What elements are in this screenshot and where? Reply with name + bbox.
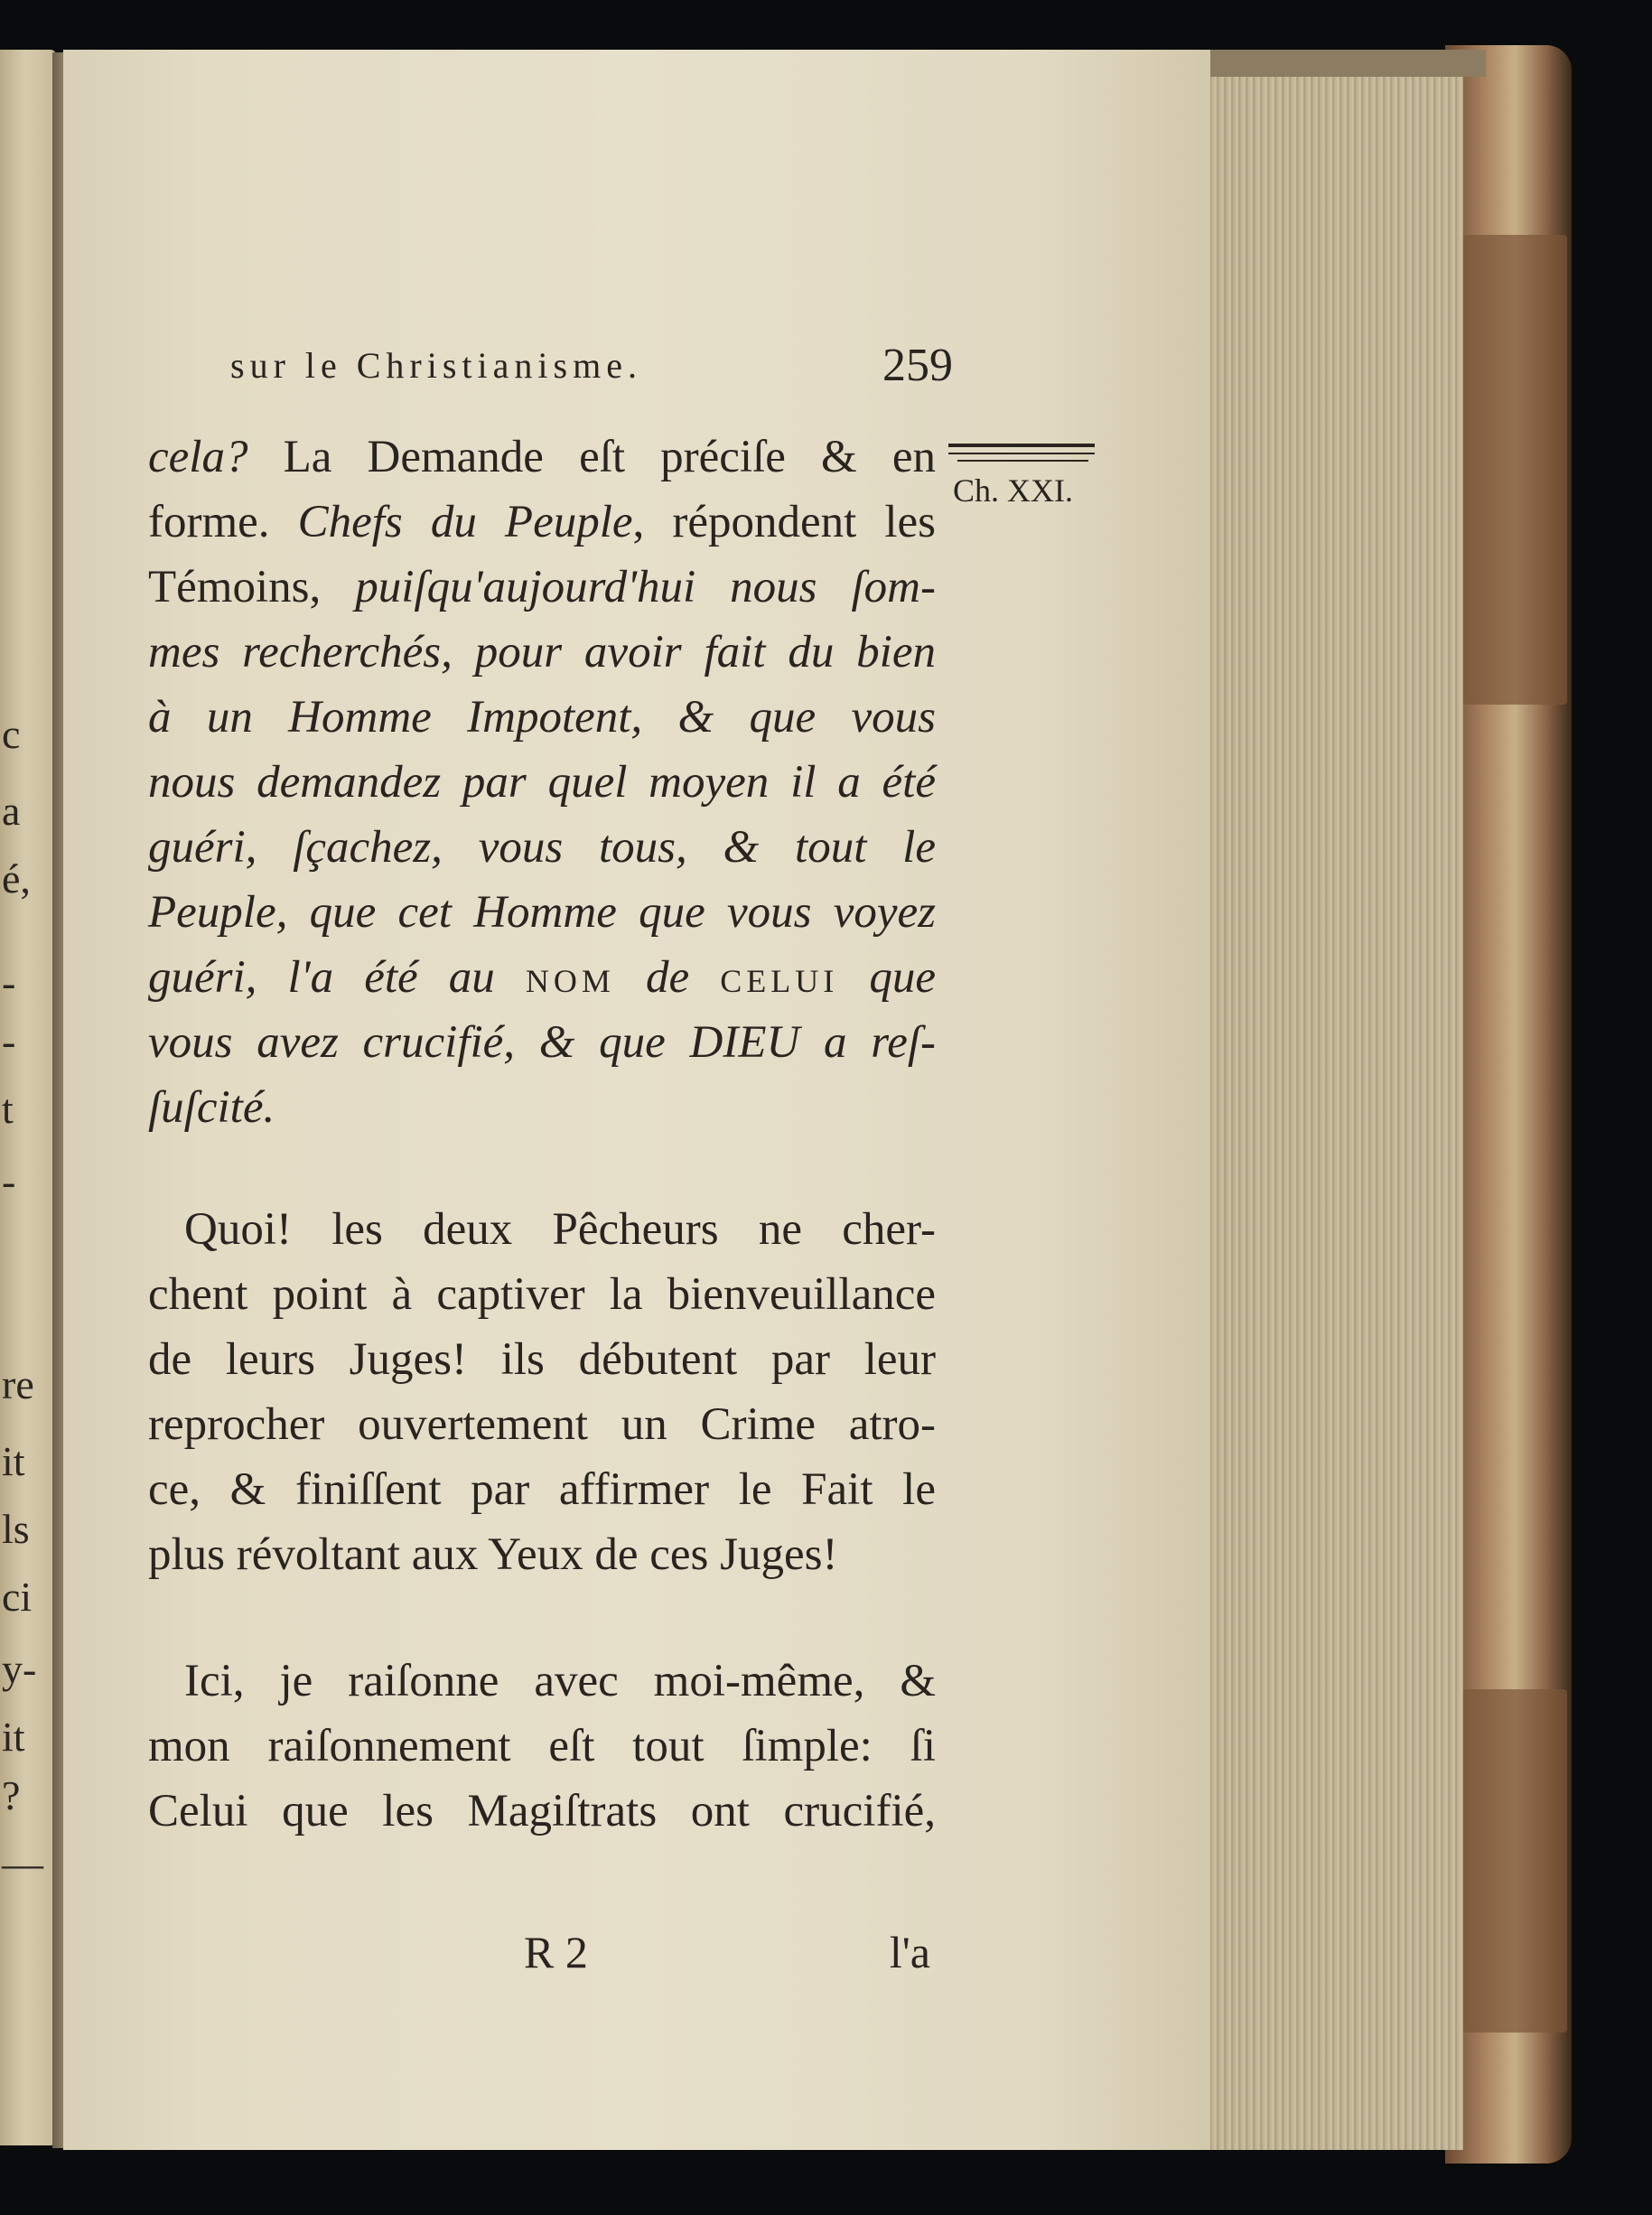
book-page-edges [1206,50,1463,2150]
left-page-fragment: re [2,1361,34,1407]
left-page-fragment: ci [2,1574,33,1620]
left-page-fragment: c [2,711,21,757]
left-page-fragment: - [2,1018,16,1064]
book-page-edges-top [1206,50,1486,77]
text-line: reprocher ouvertement un Crime atro- [148,1399,936,1450]
left-page-fragment: it [2,1438,25,1484]
chapter-side-note: Ch. XXI. [953,472,1073,509]
left-page-fragment: t [2,1086,14,1132]
cover-leather-band [1463,235,1567,705]
side-note-rule [948,444,1095,447]
text-line: Quoi! les deux Pêcheurs ne cher- [184,1204,936,1255]
side-note-rule [957,460,1088,462]
text-line: Celui que les Magiſtrats ont crucifié, [148,1786,936,1836]
text-line: cela? La Demande eſt préciſe & en [148,432,936,482]
left-page-fragment: - [2,1158,16,1204]
left-page-fragment: ? [2,1772,21,1818]
text-line: chent point à captiver la bienveuillance [148,1269,936,1320]
left-page-fragment: a [2,788,21,834]
text-line: guéri, l'a été au NOM de CELUI que [148,952,937,1003]
catchword: l'a [889,1927,930,1977]
text-line: de leurs Juges! ils débutent par leur [148,1334,936,1385]
left-page-fragment: - [2,959,16,1005]
left-page-fragment: it [2,1714,25,1760]
left-page-fragment: y- [2,1646,37,1692]
left-page-fragment: — [2,1840,43,1886]
text-line: Peuple, que cet Homme que vous voyez [148,887,936,938]
text-line: mon raiſonnement eſt tout ſimple: ſi [148,1721,936,1771]
text-line: plus révoltant aux Yeux de ces Juges! [148,1529,838,1580]
running-head: sur le Christianisme. [230,345,642,386]
text-line: nous demandez par quel moyen il a été [148,757,936,808]
text-line: forme. Chefs du Peuple, répondent les [148,497,937,547]
text-line: guéri, ſçachez, vous tous, & tout le [148,822,936,873]
left-page-edge [0,50,56,2145]
text-line: à un Homme Impotent, & que vous [148,692,936,743]
signature-mark: R 2 [524,1927,588,1977]
text-line: mes recherchés, pour avoir fait du bien [148,627,936,678]
text-line: vous avez crucifié, & que DIEU a reſ- [148,1017,936,1068]
text-line: Ici, je raiſonne avec moi-même, & [184,1656,936,1706]
text-line: ſuſcité. [148,1082,275,1133]
text-line: Témoins, puiſqu'aujourd'hui nous ſom- [148,562,937,612]
left-page-fragment: ls [2,1506,30,1552]
side-note-rule [948,453,1095,454]
book-page [63,50,1210,2150]
left-page-fragment: é, [2,855,31,902]
text-line: ce, & finiſſent par affirmer le Fait le [148,1464,936,1515]
cover-leather-band [1463,1689,1567,2033]
page-number: 259 [882,340,953,391]
